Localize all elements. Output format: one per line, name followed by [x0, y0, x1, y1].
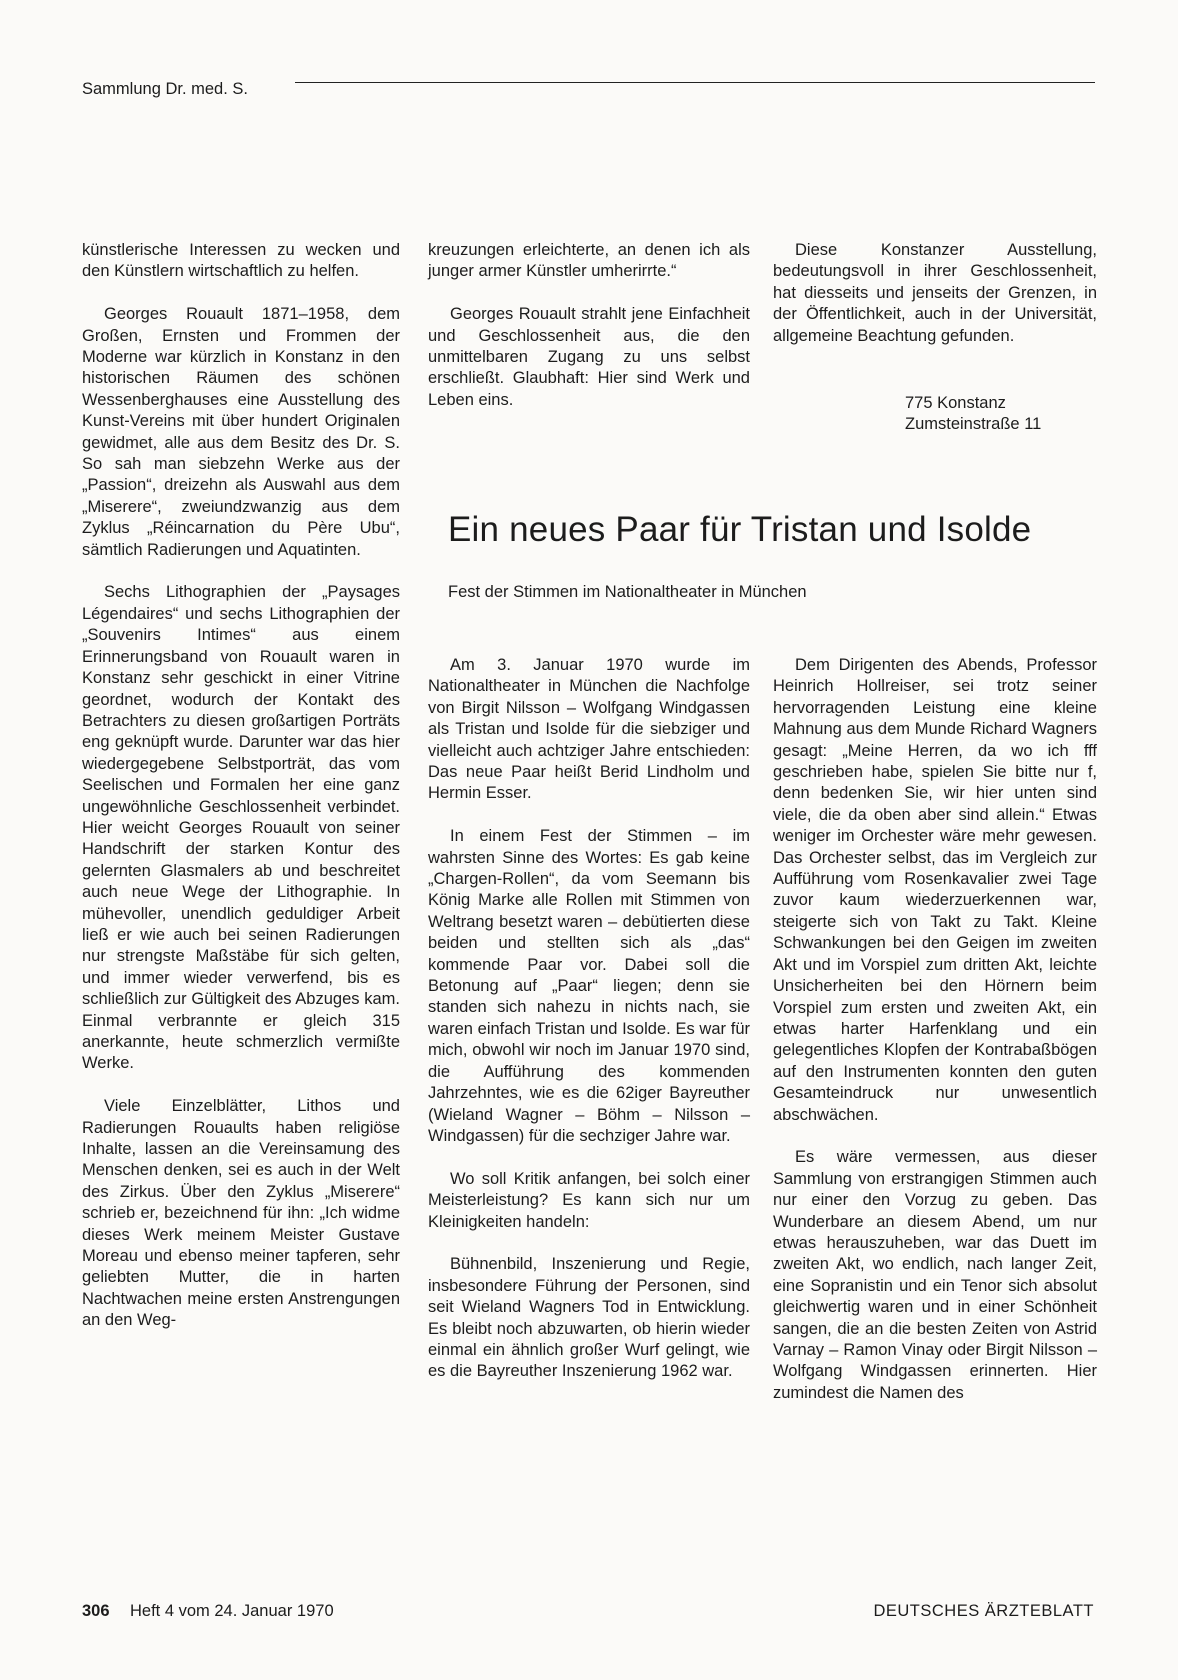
- paragraph: künstlerische Interessen zu wecken und den Künstlern wirtschaftlich zu helfen.: [82, 241, 400, 281]
- issue-info: Heft 4 vom 24. Januar 1970: [130, 1602, 334, 1620]
- paragraph: Sechs Lithographien der „Paysages Légendaires“ und sechs Lithographien der „Souvenirs Intimes“ aus einem Erinnerungsband von Rouault waren in Konstanz sehr geschickt in einer Vitrine geordnet, wodurch der Kontakt des Betrachters zu diesen großartigen Porträts eng geknüpft wurde. Darunter war das hier wiedergegebene Selbstporträt, das vom Seelischen und Formalen her eine ganz ungewöhnliche Geschlossenheit verbindet. Hier weicht Georges Rouault von seiner Handschrift der starken Kontur des gelernten Glasmalers ab und beschreitet auch neue Wege der Lithographie. In mühevoller, unendlich geduldiger Arbeit ließ er wie auch bei seinen Radierungen nur strengste Maßstäbe für sich gelten, und immer wieder verwerfend, bis es schließlich zur Gültigkeit des Abzuges kam. Einmal verbrannte er gleich 315 anerkannte, heute schmerzlich vermißte Werke.: [82, 583, 400, 1073]
- paragraph: Diese Konstanzer Ausstellung, bedeutungsvoll in ihrer Geschlossenheit, hat diesseits und jenseits der Grenzen, in der Öffentlichkeit, auch in der Universität, allgemeine Beachtung gefunden.: [773, 241, 1097, 345]
- article-headline: Ein neues Paar für Tristan und Isolde: [448, 510, 1032, 549]
- image-caption: Sammlung Dr. med. S.: [82, 80, 248, 98]
- paragraph: Wo soll Kritik anfangen, bei solch einer Meisterleistung? Es kann sich nur um Kleinigkeiten handeln:: [428, 1169, 750, 1231]
- journal-name: DEUTSCHES ÄRZTEBLATT: [873, 1602, 1094, 1620]
- page-number: 306: [82, 1602, 110, 1620]
- paragraph: In einem Fest der Stimmen – im wahrsten Sinne des Wortes: Es gab keine „Chargen-Rollen“, da vom Seemann bis König Marke alle Rollen mit Stimmen von Weltrang besetzt waren – debütierten diese beiden und stellten sich als „das“ kommende Paar vor. Dabei soll die Betonung auf „Paar“ liegen; denn sie standen sich nahezu in nichts nach, sie waren einfach Tristan und Isolde. Es war für mich, obwohl wir noch im Januar 1970 sind, die Aufführung des kommenden Jahrzehntes, wie es die 62iger Bayreuther (Wieland Wagner – Böhm – Nilsson – Windgassen) für die sechziger Jahre war.: [428, 827, 750, 1145]
- article2-column-2: [773, 655, 1097, 1404]
- author-address: 775 Konstanz Zumsteinstraße 11: [905, 394, 1042, 434]
- caption-rule: [295, 82, 1095, 83]
- paragraph: Bühnenbild, Inszenierung und Regie, insbesondere Führung der Personen, sind seit Wieland Wagners Tod in Entwicklung. Es bleibt noch abzuwarten, ob hierin wieder einmal ein ähnlich großer Wurf gelingt, wie es die Bayreuther Inszenierung 1962 war.: [428, 1255, 750, 1381]
- paragraph: Dem Dirigenten des Abends, Professor Heinrich Hollreiser, sei trotz seiner hervorragenden Leistung eine kleine Mahnung aus dem Munde Richard Wagners gesagt: „Meine Herren, da wo ich fff geschrieben habe, spielen Sie bitte nur f, denn bedenken Sie, wir hier unten sind viele, die da oben aber sind allein.“ Etwas weniger im Orchester wäre mehr gewesen. Das Orchester selbst, das im Vergleich zur Aufführung vom Rosenkavalier zwei Tage zuvor kaum wiederzuerkennen war, steigerte sich von Takt zu Takt. Kleine Schwankungen bei den Geigen im zweiten Akt und im Vorspiel zum dritten Akt, leichte Unsicherheiten bei den Hörnern beim Vorspiel zum ersten und zweiten Akt, ein etwas harter Harfenklang und ein gelegentliches Klopfen der Kontrabaßbögen auf den Instrumenten konnten den guten Gesamteindruck nur unwesentlich abschwächen.: [773, 656, 1097, 1124]
- article-subheadline: Fest der Stimmen im Nationaltheater in München: [448, 583, 807, 601]
- article1-column-3: [773, 240, 1097, 347]
- paragraph: Es wäre vermessen, aus dieser Sammlung von erstrangigen Stimmen auch nur einer den Vorzug zu geben. Das Wunderbare an diesem Abend, um nur etwas herauszuheben, war das Duett im zweiten Akt, wo endlich, nach langer Zeit, eine Sopranistin und ein Tenor sich absolut gleichwertig waren und in einer Schönheit sangen, die an die besten Zeiten von Astrid Varnay – Ramon Vinay oder Birgit Nilsson – Wolfgang Windgassen erinnerten. Hier zumindest die Namen des: [773, 1148, 1097, 1402]
- paragraph: Georges Rouault 1871–1958, dem Großen, Ernsten und Frommen der Moderne war kürzlich in Konstanz in den historischen Räumen des schönen Wessenberghauses eine Ausstellung des Kunst-Vereins mit über hundert Originalen gewidmet, alle aus dem Besitz des Dr. S. So sah man siebzehn Werke aus der „Passion“, dreizehn als Auswahl aus dem „Miserere“, zweiundzwanzig aus dem Zyklus „Réincarnation du Père Ubu“, sämtlich Radierungen und Aquatinten.: [82, 305, 400, 559]
- paragraph: Am 3. Januar 1970 wurde im Nationaltheater in München die Nachfolge von Birgit Nilsson – Wolfgang Windgassen als Tristan und Isolde für die siebziger und vielleicht auch achtziger Jahre entschieden: Das neue Paar heißt Berid Lindholm und Hermin Esser.: [428, 656, 750, 803]
- article1-column-1: [82, 240, 400, 1332]
- article2-column-1: [428, 655, 750, 1383]
- paragraph: kreuzungen erleichterte, an denen ich als junger armer Künstler umherirrte.“: [428, 241, 750, 281]
- paragraph: Viele Einzelblätter, Lithos und Radierungen Rouaults haben religiöse Inhalte, lassen an die Vereinsamung des Menschen denken, sei es auch in der Welt des Zirkus. Über den Zyklus „Miserere“ schrieb er, bezeichnend für ihn: „Ich widme dieses Werk meinem Meister Gustave Moreau und ebenso meiner tapferen, sehr geliebten Mutter, die in harten Nachtwachen meine ersten Anstrengungen an den Weg-: [82, 1097, 400, 1330]
- paragraph: Georges Rouault strahlt jene Einfachheit und Geschlossenheit aus, die den unmittelbaren Zugang zu uns selbst erschließt. Glaubhaft: Hier sind Werk und Leben eins.: [428, 305, 750, 409]
- article1-column-2: [428, 240, 750, 411]
